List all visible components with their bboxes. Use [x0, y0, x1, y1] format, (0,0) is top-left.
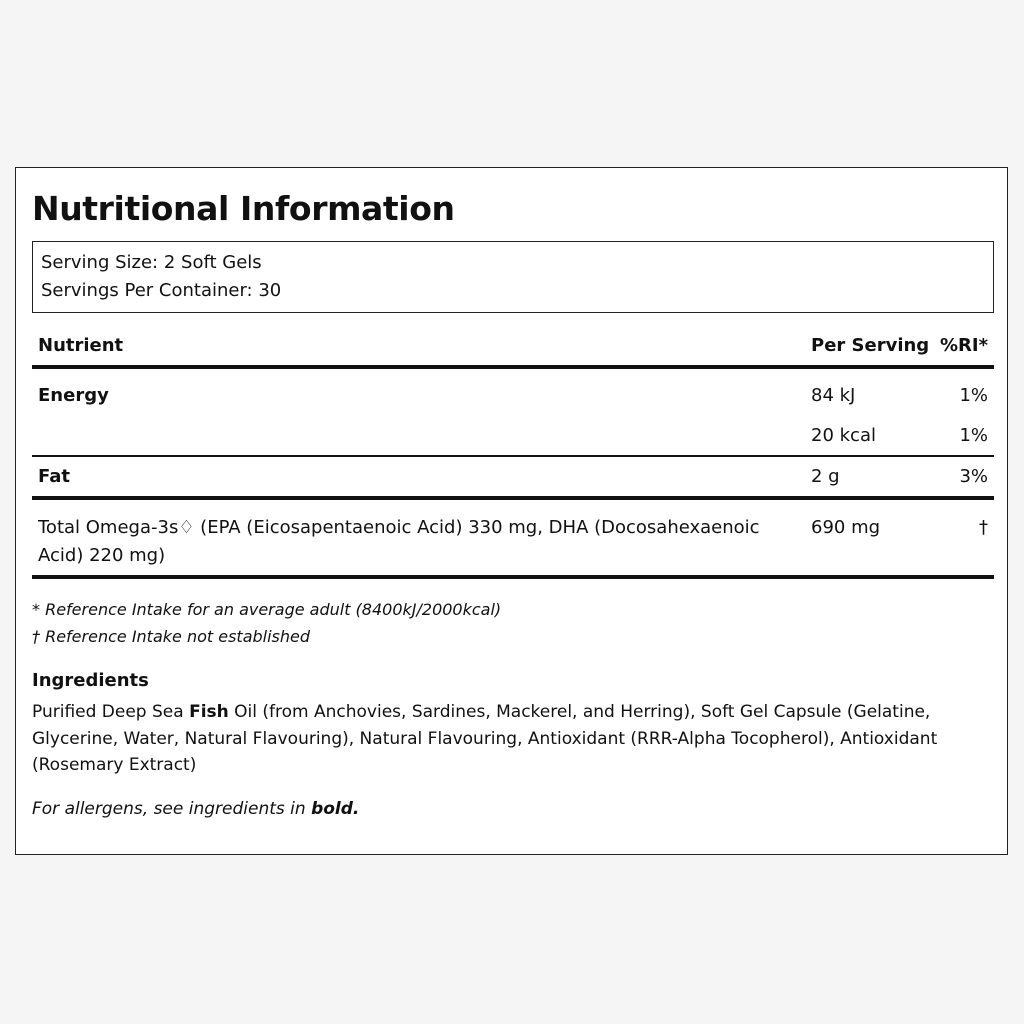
row-ri: 1% — [959, 385, 988, 406]
ingredients-heading: Ingredients — [32, 670, 149, 691]
row-ri: 3% — [959, 466, 988, 487]
row-name: Total Omega-3s♢ (EPA (Eicosapentaenoic Acid) 330 mg, DHA (Docosahexaenoic Acid) 220 mg) — [38, 517, 760, 566]
allergen-note-text: For allergens, see ingredients in — [32, 799, 312, 819]
nutrition-panel — [15, 167, 1008, 855]
panel-title: Nutritional Information — [32, 189, 455, 228]
row-divider — [32, 455, 994, 457]
header-ri: %RI* — [939, 335, 988, 356]
row-ri: † — [979, 517, 988, 538]
row-name: Fat — [38, 466, 70, 487]
footnote-ri: * Reference Intake for an average adult (8400kJ/2000kcal) — [32, 600, 502, 619]
ingredients-text-start: Purified Deep Sea — [32, 702, 190, 722]
footnote-not-established: † Reference Intake not established — [32, 627, 311, 646]
header-nutrient: Nutrient — [38, 335, 124, 356]
row-per-serving: 84 kJ — [811, 385, 856, 406]
footnotes — [32, 596, 501, 650]
row-per-serving: 690 mg — [811, 517, 881, 538]
ingredients-text — [32, 699, 992, 779]
servings-per-container: Servings Per Container: 30 — [41, 280, 282, 301]
table-bottom-divider — [32, 575, 994, 579]
allergen-fish: Fish — [189, 702, 229, 722]
row-name: Energy — [38, 385, 109, 406]
table-header — [32, 328, 994, 364]
allergen-note — [32, 796, 359, 822]
row-per-serving: 20 kcal — [811, 425, 876, 446]
header-per-serving: Per Serving — [811, 335, 930, 356]
serving-size: Serving Size: 2 Soft Gels — [41, 252, 262, 273]
row-per-serving: 2 g — [811, 466, 840, 487]
fat-divider — [32, 496, 994, 500]
header-divider — [32, 365, 994, 369]
row-ri: 1% — [959, 425, 988, 446]
allergen-note-bold: bold. — [311, 799, 360, 819]
ingredients-text-rest: Oil (from Anchovies, Sardines, Mackerel, and Herring), Soft Gel Capsule (Gelatine, Glycerine, Water, Natural Flavouring), Natural Flavouring, Antioxidant (RRR-Alpha Tocopherol), Antioxidant (Rosemary Extract) — [32, 702, 938, 775]
serving-info-box — [32, 241, 994, 313]
